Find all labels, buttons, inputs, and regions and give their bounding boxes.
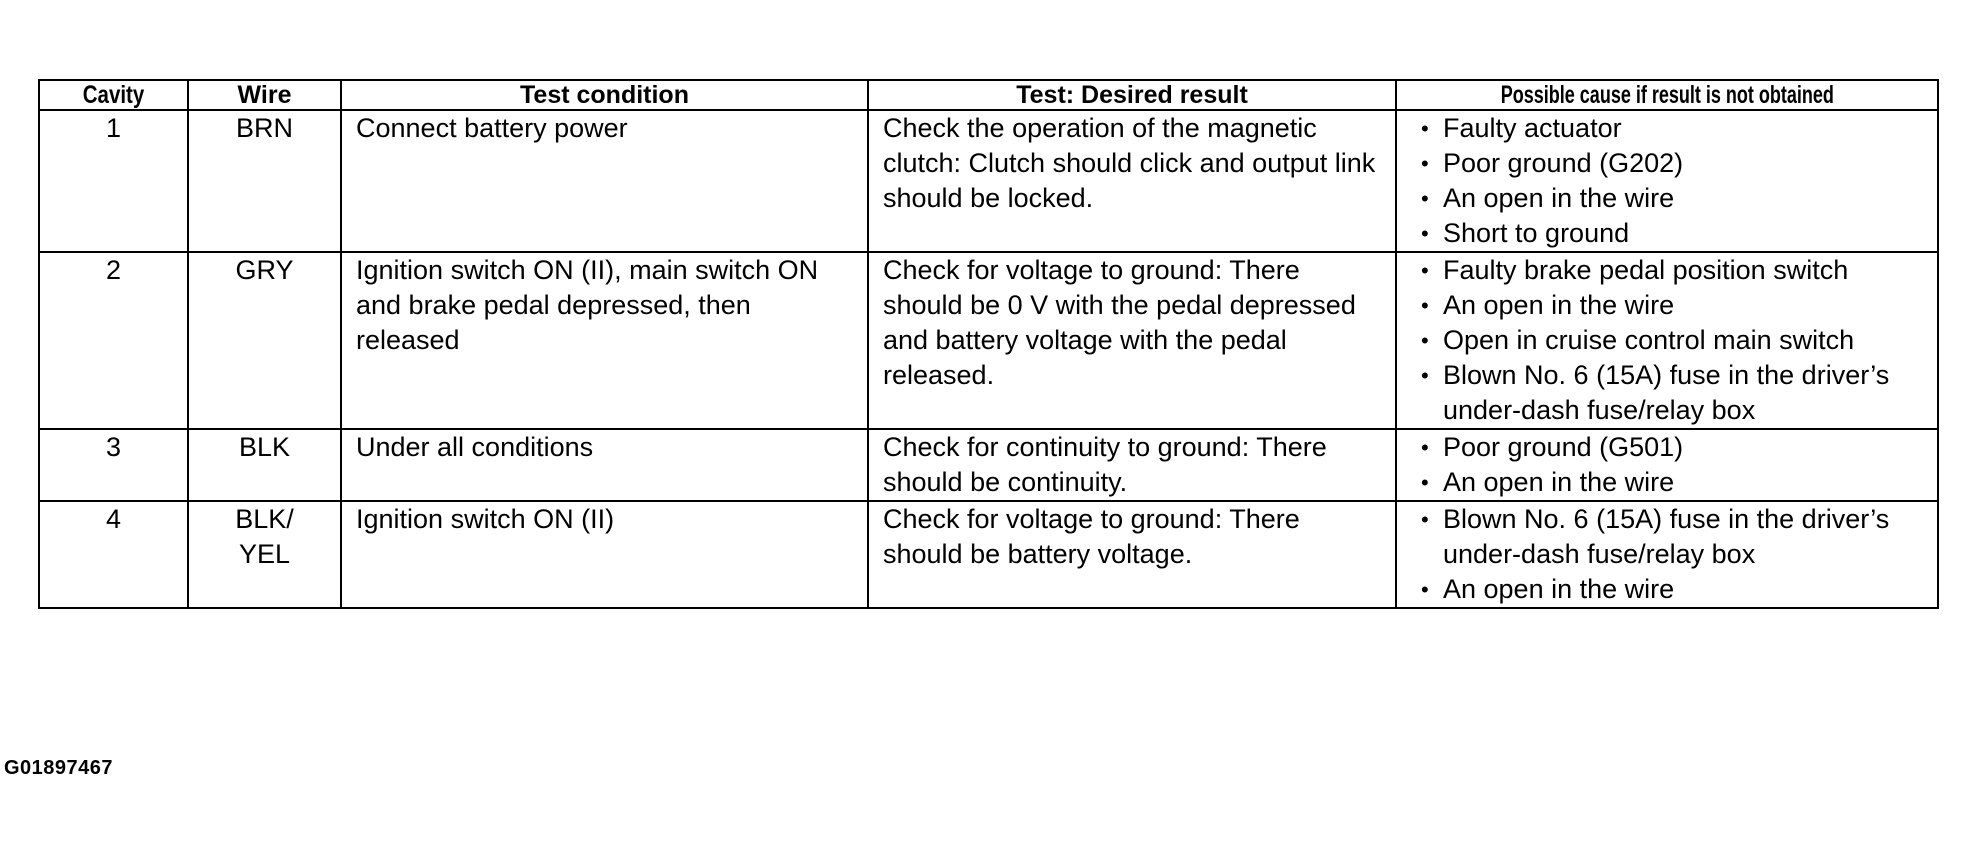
cell-possible-cause [1396, 429, 1938, 501]
cell-cavity: 3 [39, 429, 188, 501]
table-row [39, 429, 1938, 501]
cell-wire [188, 252, 341, 429]
cause-list [1411, 111, 1923, 251]
cell-cavity: 1 [39, 110, 188, 252]
cause-item: • Faulty brake pedal position switch [1411, 253, 1923, 288]
wire-code: GRY [235, 255, 294, 285]
table-row [39, 501, 1938, 608]
cell-wire [188, 501, 341, 608]
table-row [39, 252, 1938, 429]
cell-test-condition: Connect battery power [341, 110, 868, 252]
diagnostic-table [38, 79, 1939, 609]
table-header-row [39, 80, 1938, 110]
wire-code: BRN [235, 113, 293, 143]
cause-item: • Poor ground (G202) [1411, 146, 1923, 181]
cause-item: • Poor ground (G501) [1411, 430, 1923, 465]
figure-id: G01897467 [4, 757, 114, 779]
cell-desired-result: Check for voltage to ground: There should be battery voltage. [868, 501, 1396, 608]
cause-item: • Open in cruise control main switch [1411, 323, 1923, 358]
wire-code: BLK [238, 432, 291, 462]
cell-possible-cause [1396, 110, 1938, 252]
header-possible-cause: Possible cause if result is not obtained [1396, 80, 1938, 110]
cell-desired-result: Check for voltage to ground: There should be 0 V with the pedal depressed and battery voltage with the pedal released. [868, 252, 1396, 429]
cause-item: • An open in the wire [1411, 572, 1923, 607]
cell-test-condition: Ignition switch ON (II), main switch ON and brake pedal depressed, then released [341, 252, 868, 429]
cause-item: • An open in the wire [1411, 288, 1923, 323]
cause-item: • Faulty actuator [1411, 111, 1923, 146]
header-wire: Wire [188, 80, 341, 110]
header-cavity: Cavity [39, 80, 188, 110]
cell-test-condition: Under all conditions [341, 429, 868, 501]
cause-item: • Blown No. 6 (15A) fuse in the driver’s under-dash fuse/relay box [1411, 502, 1923, 572]
cause-item: • An open in the wire [1411, 465, 1923, 500]
cell-desired-result: Check the operation of the magnetic clutch: Clutch should click and output link should be locked. [868, 110, 1396, 252]
cell-wire [188, 110, 341, 252]
table-row [39, 110, 1938, 252]
cell-possible-cause [1396, 252, 1938, 429]
cell-wire [188, 429, 341, 501]
cause-item: • An open in the wire [1411, 181, 1923, 216]
wire-code: BLK/ [235, 504, 294, 534]
header-test-condition: Test condition [341, 80, 868, 110]
cause-list [1411, 253, 1923, 428]
cause-item: • Blown No. 6 (15A) fuse in the driver’s under-dash fuse/relay box [1411, 358, 1923, 428]
wire-code: YEL [238, 539, 291, 569]
cell-cavity: 2 [39, 252, 188, 429]
cell-test-condition: Ignition switch ON (II) [341, 501, 868, 608]
cell-possible-cause [1396, 501, 1938, 608]
cause-item: • Short to ground [1411, 216, 1923, 251]
cell-desired-result: Check for continuity to ground: There should be continuity. [868, 429, 1396, 501]
cause-list [1411, 502, 1923, 607]
header-desired-result: Test: Desired result [868, 80, 1396, 110]
cause-list [1411, 430, 1923, 500]
cell-cavity: 4 [39, 501, 188, 608]
